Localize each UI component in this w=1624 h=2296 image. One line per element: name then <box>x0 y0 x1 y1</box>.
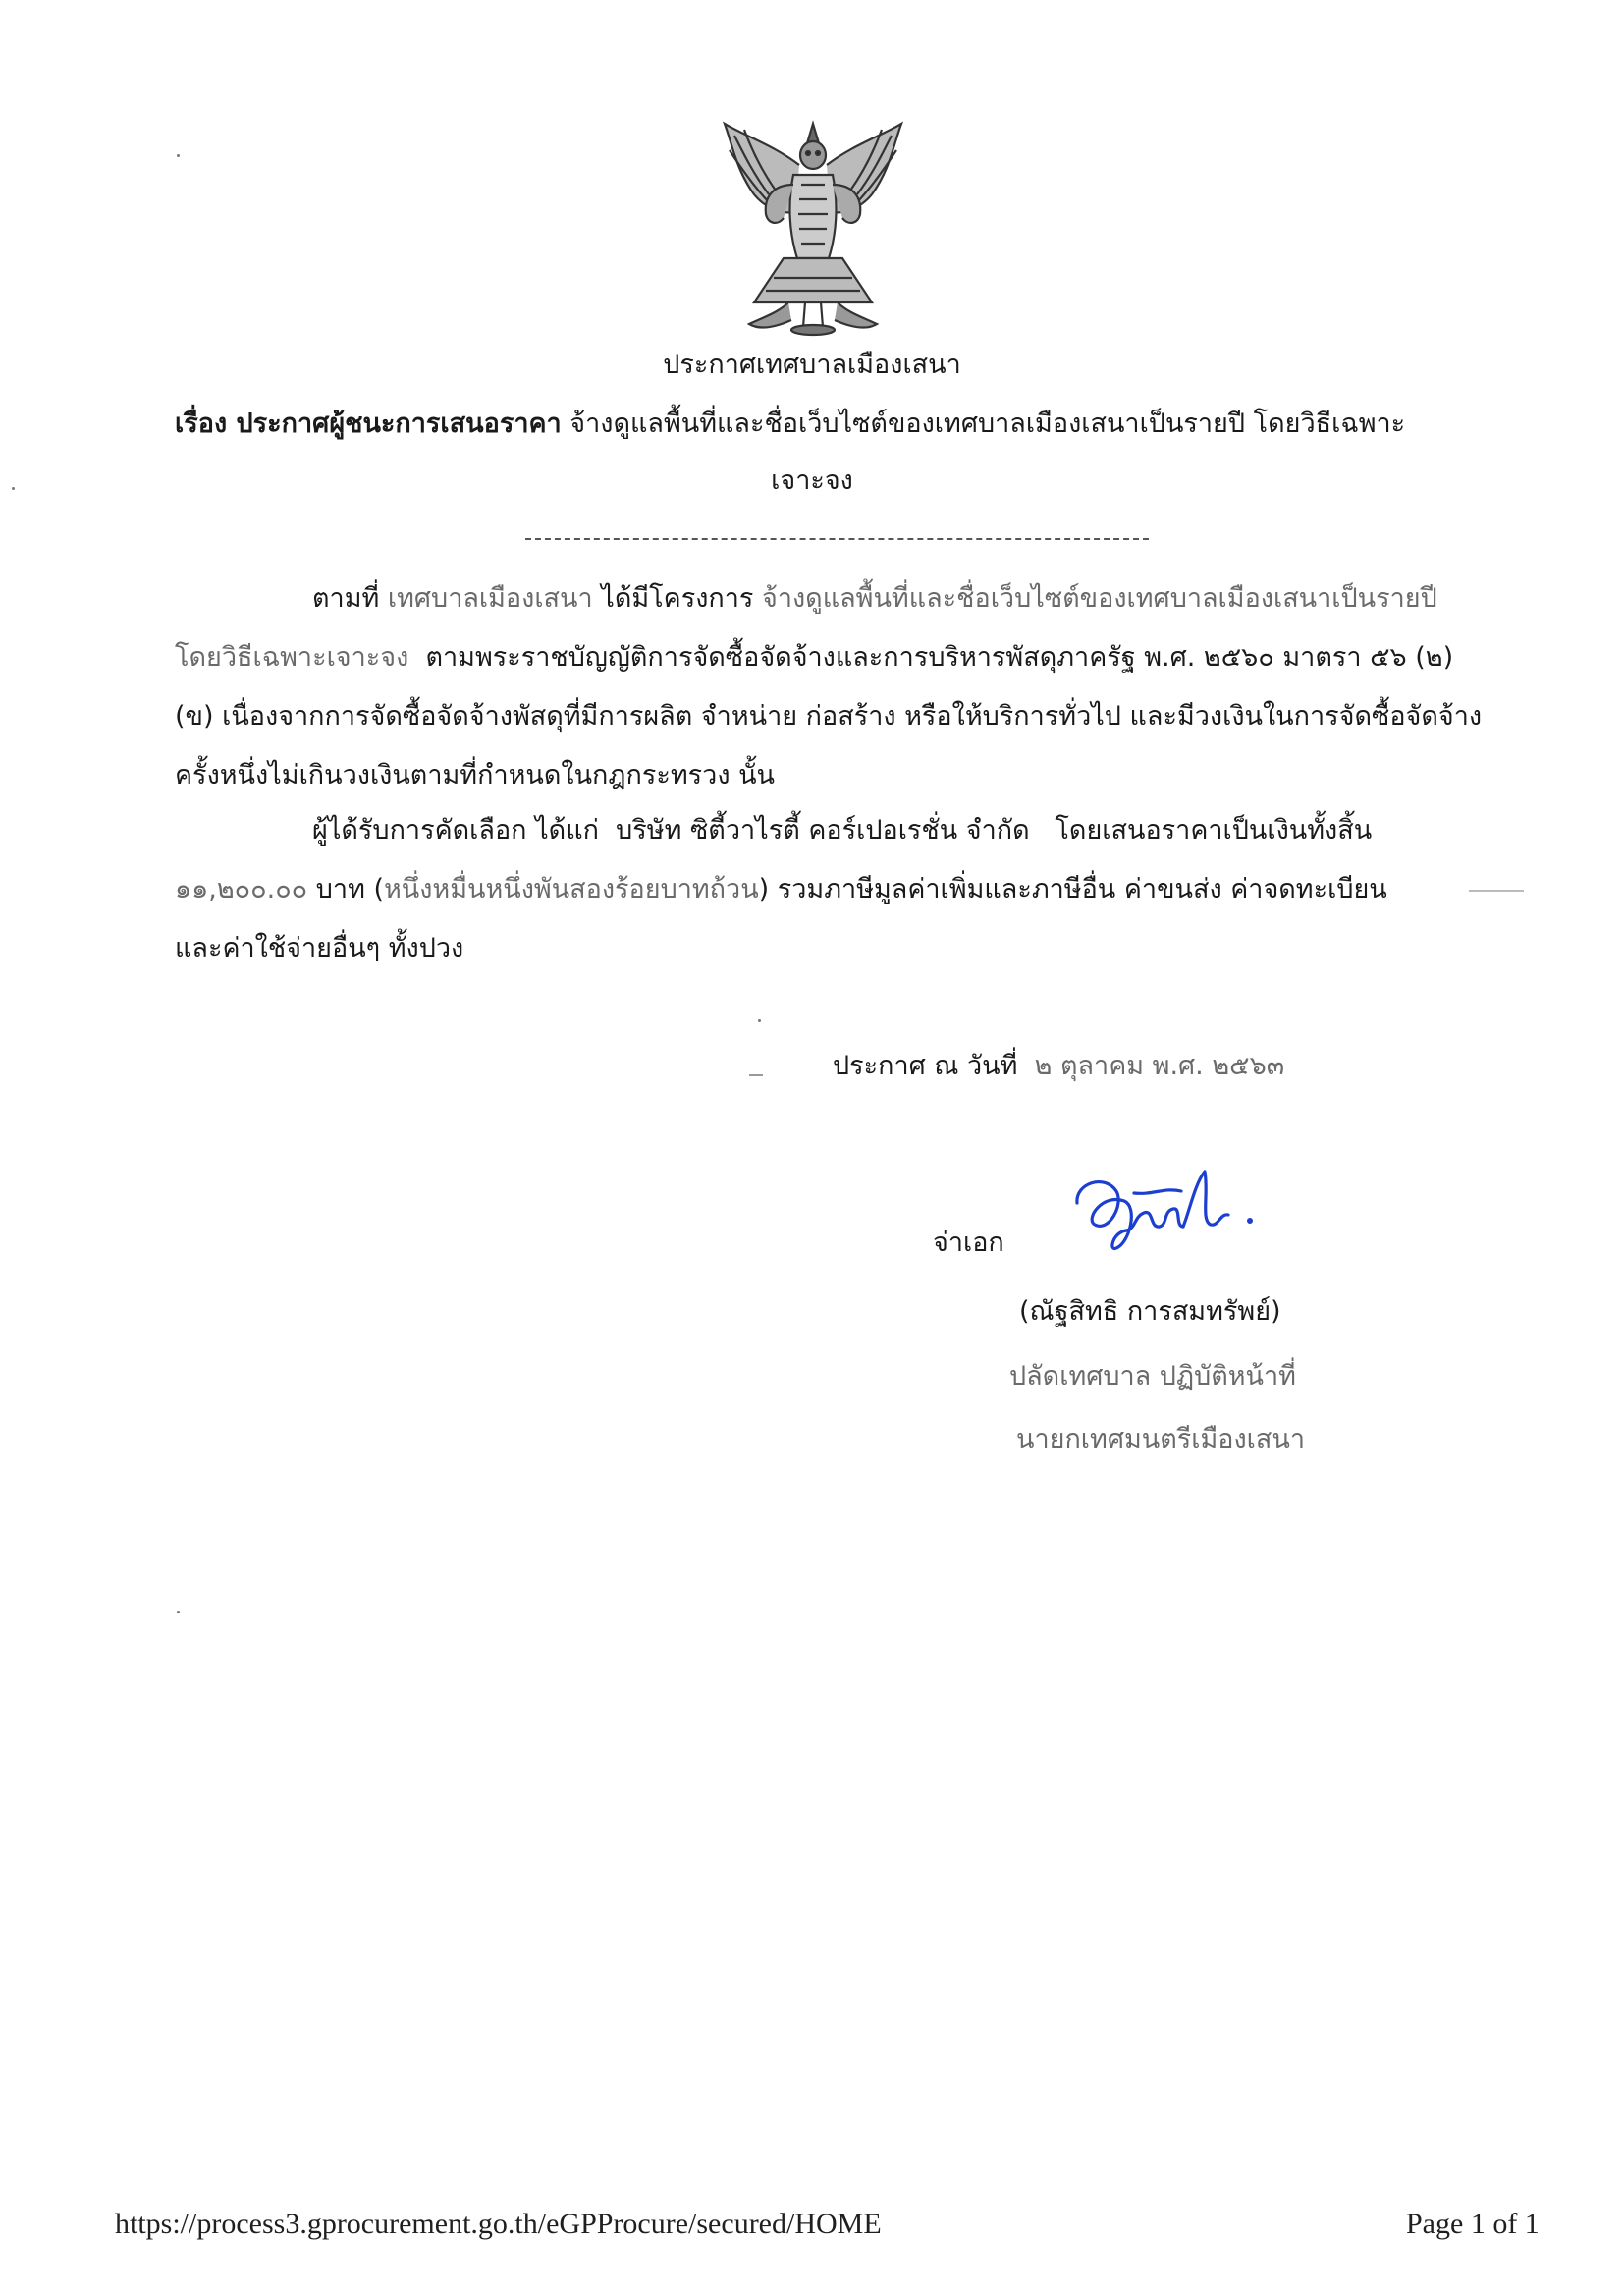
subject-label: เรื่อง ประกาศผู้ชนะการเสนอราคา <box>175 409 562 439</box>
para1-line4: ครั้งหนึ่งไม่เกินวงเงินตามที่กำหนดในกฎกระทรวง นั้น <box>175 760 776 791</box>
signer-rank: จ่าเอก <box>933 1228 1004 1258</box>
para2-line1 <box>312 811 1372 850</box>
handwritten-signature <box>1065 1164 1262 1272</box>
signer-acting-position: นายกเทศมนตรีเมืองเสนา <box>1016 1424 1305 1454</box>
winner-label: ผู้ได้รับการคัดเลือก ได้แก่ <box>312 815 599 846</box>
scan-speck <box>177 154 180 157</box>
para2-line3: และค่าใช้จ่ายอื่นๆ ทั้งปวง <box>175 933 464 963</box>
winner-name: บริษัท ซิตี้วาไรตี้ คอร์เปอเรชั่น จำกัด <box>616 815 1030 846</box>
total-price-label: โดยเสนอราคาเป็นเงินทั้งสิ้น <box>1055 815 1373 846</box>
page-number: Page 1 of 1 <box>1406 2208 1540 2240</box>
para1-line2 <box>175 638 1453 678</box>
date-value: ๒ ตุลาคม พ.ศ. ๒๕๖๓ <box>1034 1051 1285 1081</box>
signer-name: (ณัฐสิทธิ การสมทรัพย์) <box>1019 1296 1281 1327</box>
subject-continuation: เจาะจง <box>771 465 853 496</box>
price-inclusions: ) รวมภาษีมูลค่าเพิ่มและภาษีอื่น ค่าขนส่ง ค่าจดทะเบียน <box>758 874 1387 904</box>
announcement-title: ประกาศเทศบาลเมืองเสนา <box>663 350 961 380</box>
scan-mark <box>1469 890 1524 892</box>
agency-name: เทศบาลเมืองเสนา <box>387 583 593 614</box>
project-name: จ้างดูแลพื้นที่และชื่อเว็บไซต์ของเทศบาลเมืองเสนาเป็นรายปี <box>762 583 1437 614</box>
legal-reference: ตามพระราชบัญญัติการจัดซื้อจัดจ้างและการบริหารพัสดุภาครัฐ พ.ศ. ๒๕๖๐ มาตรา ๕๖ (๒) <box>425 642 1454 673</box>
scan-speck <box>177 1611 180 1613</box>
price-in-words: หนึ่งหมื่นหนึ่งพันสองร้อยบาทถ้วน <box>383 874 759 904</box>
para1-lead: ตามที่ <box>312 583 380 614</box>
para1-line1 <box>312 579 1437 619</box>
garuda-emblem-icon <box>715 116 911 337</box>
footer-url: https://process3.gprocurement.go.th/eGPProcure/secured/HOME <box>115 2208 882 2240</box>
price-unit: บาท ( <box>315 874 384 904</box>
date-label: ประกาศ ณ วันที่ <box>833 1051 1018 1081</box>
subject-text: จ้างดูแลพื้นที่และชื่อเว็บไซต์ของเทศบาลเมืองเสนาเป็นรายปี โดยวิธีเฉพาะ <box>569 409 1406 439</box>
scan-mark <box>749 1074 763 1076</box>
dashed-divider <box>525 538 1149 540</box>
subject-line <box>175 405 1405 444</box>
para1-project-label: ได้มีโครงการ <box>601 583 754 614</box>
scan-speck <box>12 487 15 490</box>
price-amount: ๑๑,๒๐๐.๐๐ <box>175 874 308 904</box>
signer-position: ปลัดเทศบาล ปฏิบัติหน้าที่ <box>1009 1361 1296 1392</box>
para2-line2 <box>175 870 1387 909</box>
para1-line3: (ข) เนื่องจากการจัดซื้อจัดจ้างพัสดุที่มีการผลิต จำหน่าย ก่อสร้าง หรือให้บริการทั่วไป และมีวงเงินในการจัดซื้อจัดจ้าง <box>175 701 1483 732</box>
procurement-method: โดยวิธีเฉพาะเจาะจง <box>175 642 409 673</box>
announcement-date <box>833 1047 1284 1086</box>
scan-speck <box>758 1019 761 1022</box>
